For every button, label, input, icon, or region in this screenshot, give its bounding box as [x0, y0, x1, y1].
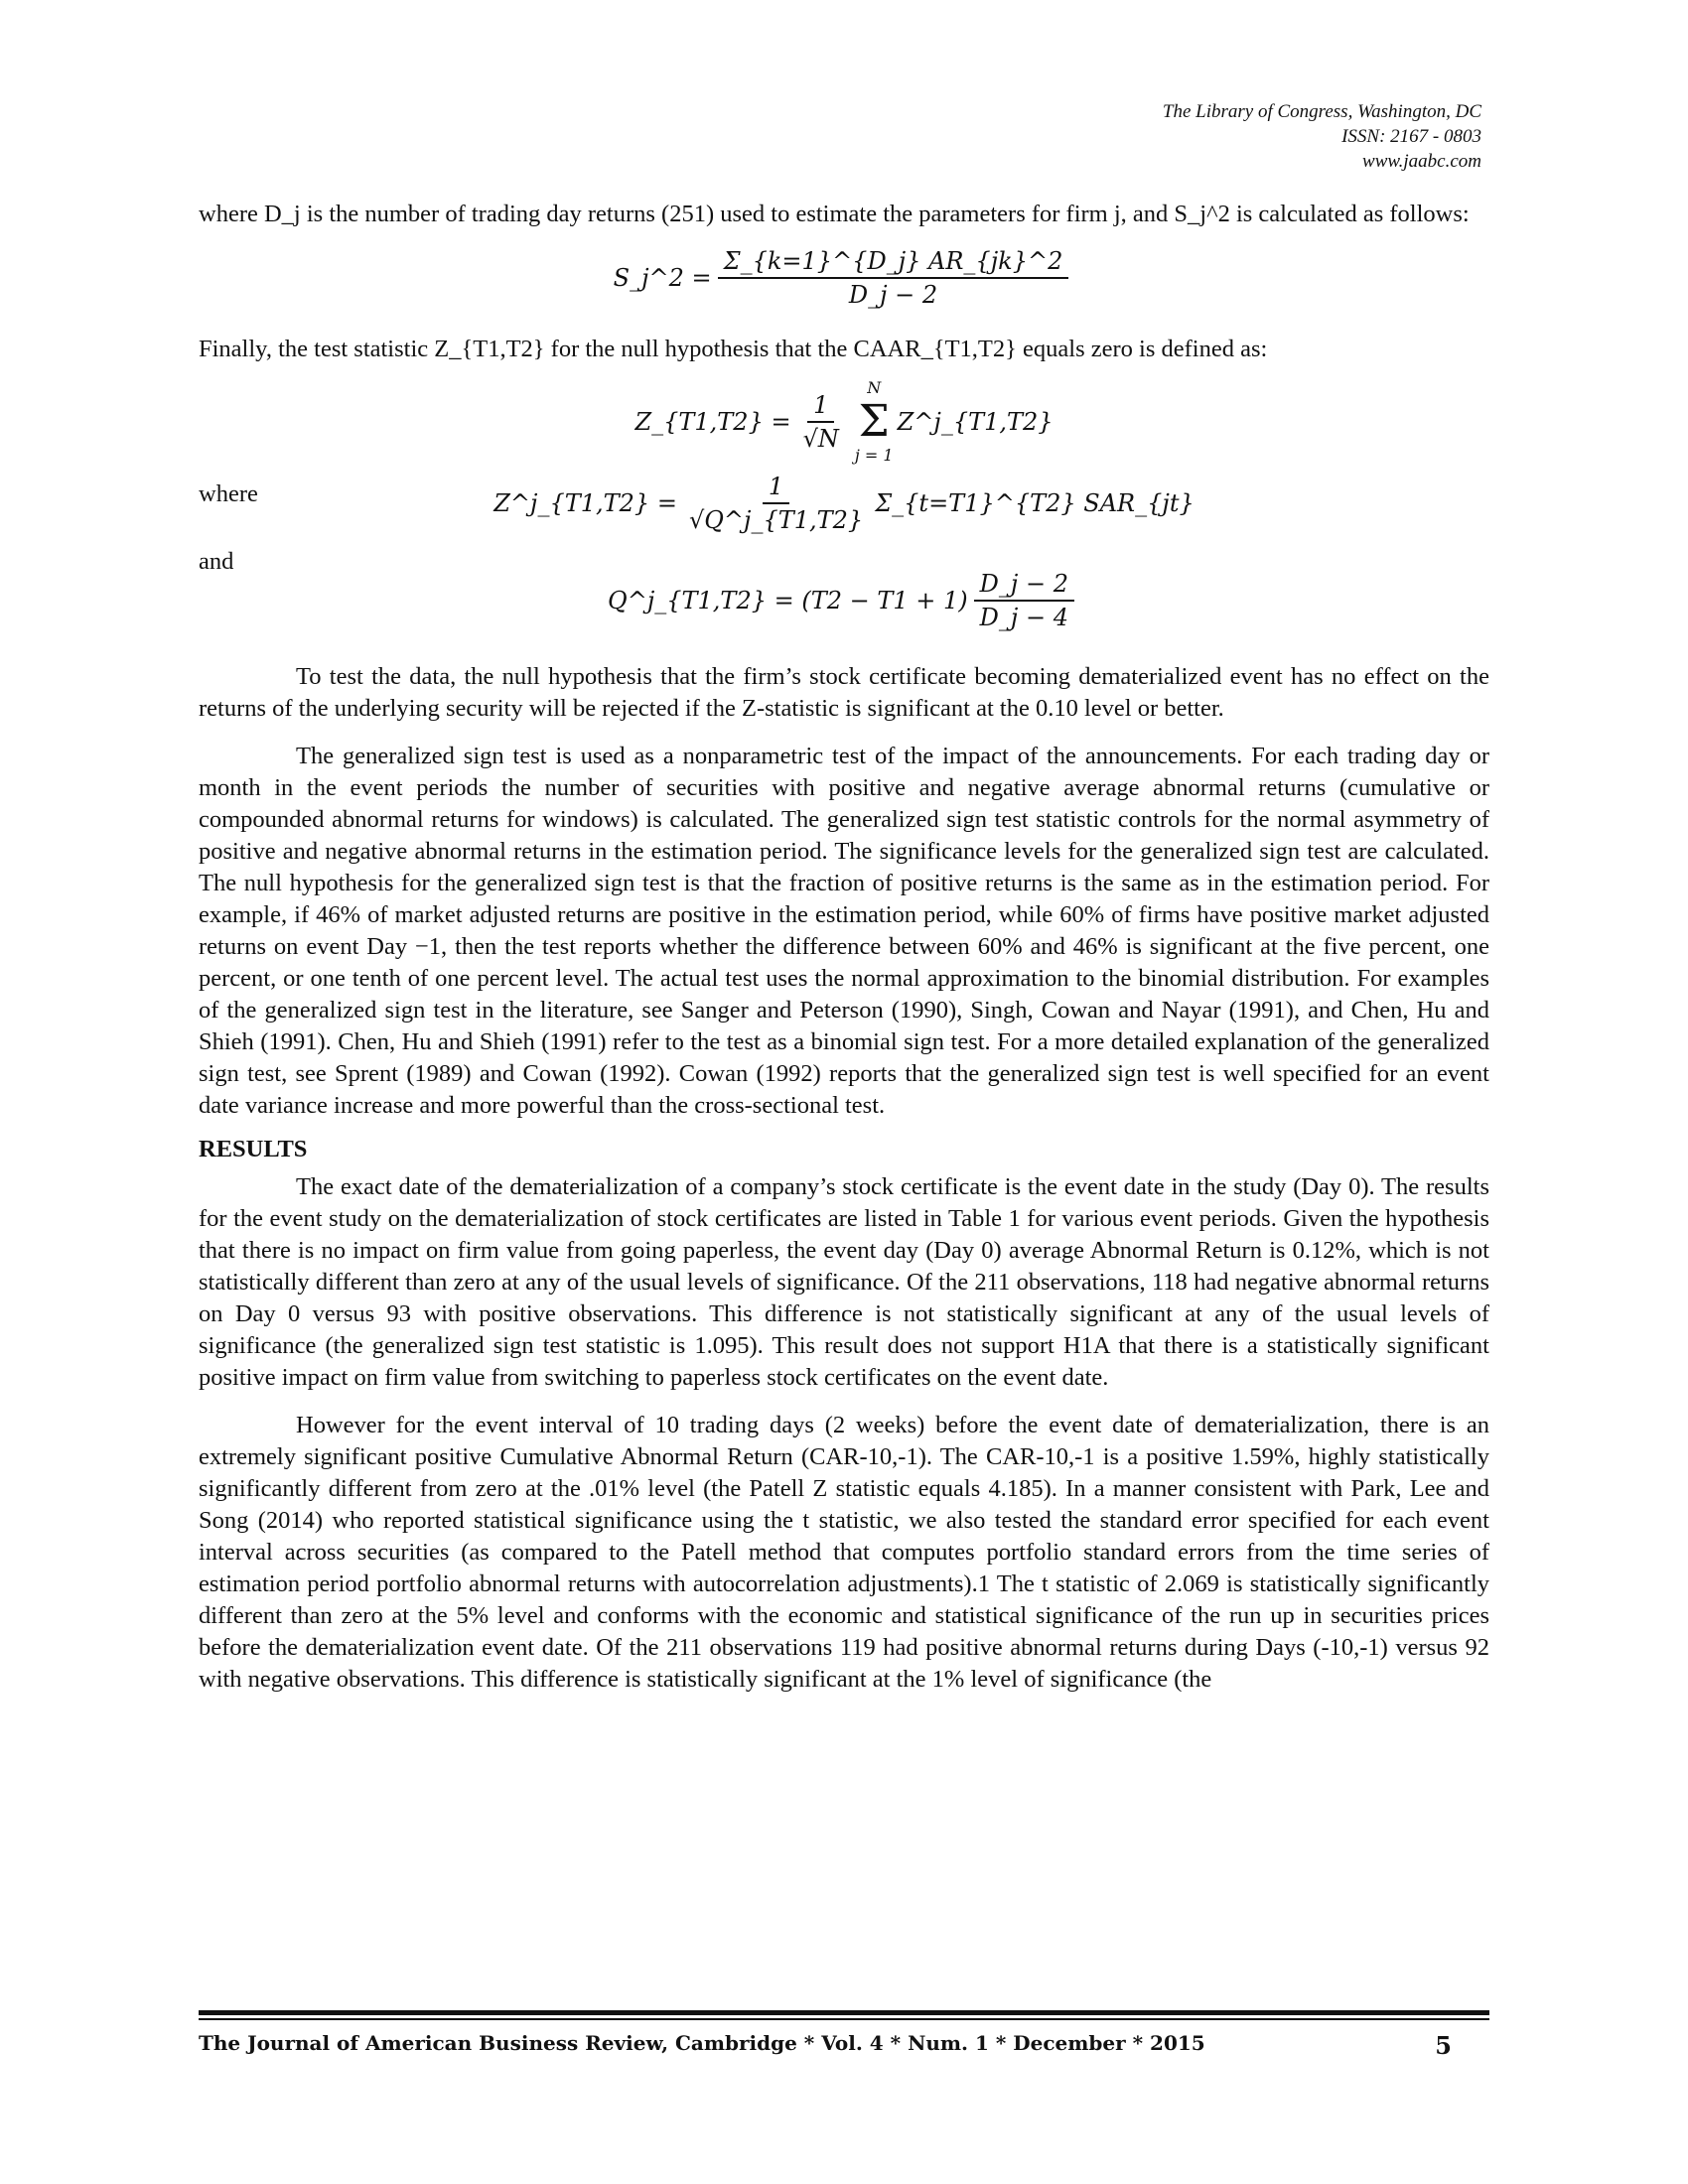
finally-text: Finally, the test statistic Z_{T1,T2} for the null hypothesis that the CAAR_{T1,T2} equals zero is defined as:	[199, 336, 1268, 362]
page-footer	[199, 2031, 1452, 2060]
equation-z-firm	[199, 471, 1489, 536]
journal-header	[1163, 99, 1481, 174]
header-line-2: ISSN: 2167 - 0803	[1341, 126, 1481, 147]
eq3-rhs: Σ_{t=T1}^{T2} SAR_{jt}	[875, 489, 1195, 517]
eq3-frac-numerator: 1	[763, 471, 789, 504]
footer-rule-thin	[199, 2018, 1489, 2020]
eq3-lhs: Z^j_{T1,T2} =	[493, 489, 677, 517]
page-body	[199, 199, 1489, 1696]
footer-rule-thick	[199, 2010, 1489, 2015]
intro-text: where D_j is the number of trading day returns (251) used to estimate the parameters for firm j, and S_j^2 is calculated as follows:	[199, 201, 1470, 227]
equation-z-statistic	[199, 373, 1489, 471]
where-block	[199, 471, 1489, 540]
sum-upper-limit: N	[867, 378, 882, 397]
eq1-lhs: S_j^2 =	[613, 264, 712, 292]
eq2-term: Z^j_{T1,T2}	[897, 408, 1054, 436]
sum-symbol: N Σ j = 1	[855, 376, 894, 468]
eq3-frac-denominator: √Q^j_{T1,T2}	[688, 506, 864, 534]
paragraph-results-day0: The exact date of the dematerialization of a company’s stock certificate is the event date in the study (Day 0). The results for the event study on the dematerialization of stock certificates are listed in Table 1 for various event periods. Given the hypothesis that there is no impact on firm value from going paperless, the event day (Day 0) average Abnormal Return is 0.12%, which is not statistically different than zero at any of the usual levels of significance. Of the 211 observations, 118 had negative abnormal returns on Day 0 versus 93 with positive observations. This difference is not statistically significant at any of the usual levels of significance (the generalized sign test statistic is 1.095). This result does not support H1A that there is a statistically significant positive impact on firm value from switching to paperless stock certificates on the event date.	[199, 1173, 1489, 1391]
eq4-numerator: D_j − 2	[974, 568, 1074, 602]
eq4-lhs: Q^j_{T1,T2} = (T2 − T1 + 1)	[608, 587, 968, 614]
eq2-frac-numerator: 1	[807, 389, 834, 423]
equation-q	[199, 540, 1489, 633]
paragraph-null-hypothesis: To test the data, the null hypothesis that the firm’s stock certificate becoming dematerialized event has no effect on the returns of the underlying security will be rejected if the Z-statistic is significant at the 0.10 level or better.	[199, 663, 1489, 722]
eq2-frac-denominator: √N	[802, 425, 839, 453]
equation-s-squared	[199, 238, 1489, 318]
eq1-numerator: Σ_{k=1}^{D_j} AR_{jk}^2	[718, 245, 1069, 279]
and-label: and	[199, 548, 234, 575]
page-number: 5	[1435, 2031, 1452, 2060]
results-heading: RESULTS	[199, 1136, 308, 1162]
eq2-lhs: Z_{T1,T2} =	[634, 408, 791, 436]
footer-journal: The Journal of American Business Review, Cambridge * Vol. 4 * Num. 1 * December * 2015	[199, 2031, 1205, 2055]
paragraph-results-car: However for the event interval of 10 trading days (2 weeks) before the event date of dematerialization, there is an extremely significant positive Cumulative Abnormal Return (CAR-10,-1). The CAR-10,-1 is a positive 1.59%, highly statistically significantly different from zero at the .01% level (the Patell Z statistic equals 4.185). In a manner consistent with Park, Lee and Song (2014) who reported statistical significance using the t statistic, we also tested the standard error specified for each event interval across securities (as compared to the Patell method that computes portfolio standard errors from the time series of estimation period portfolio abnormal returns with autocorrelation adjustments).1 The t statistic of 2.069 is statistically significantly different than zero at the 5% level and conforms with the economic and statistical significance of the run up in securities prices before the dematerialization event date. Of the 211 observations 119 had positive abnormal returns during Days (-10,-1) versus 92 with negative observations. This difference is statistically significant at the 1% level of significance (the	[199, 1412, 1489, 1693]
and-block	[199, 540, 1489, 649]
paragraph-sign-test: The generalized sign test is used as a nonparametric test of the impact of the announcements. For each trading day or month in the event periods the number of securities with positive and negative average abnormal returns (cumulative or compounded abnormal returns for windows) is calculated. The generalized sign test statistic controls for the normal asymmetry of positive and negative abnormal returns in the estimation period. The significance levels for the generalized sign test are calculated. The null hypothesis for the generalized sign test is that the fraction of positive returns is the same as in the estimation period. For example, if 46% of market adjusted returns are positive in the estimation period, while 60% of firms have positive market adjusted returns on event Day −1, then the test reports whether the difference between 60% and 46% is significant at the five percent, one percent, or one tenth of one percent level. The actual test uses the normal approximation to the binomial distribution. For examples of the generalized sign test in the literature, see Sanger and Peterson (1990), Singh, Cowan and Nayar (1991), and Chen, Hu and Shieh (1991). Chen, Hu and Shieh (1991) refer to the test as a binomial sign test. For a more detailed explanation of the generalized sign test, see Sprent (1989) and Cowan (1992). Cowan (1992) reports that the generalized sign test is well specified for an event date variance increase and more powerful than the cross-sectional test.	[199, 743, 1489, 1119]
where-label: where	[199, 480, 258, 507]
eq4-denominator: D_j − 4	[979, 604, 1068, 631]
eq1-denominator: D_j − 2	[848, 281, 938, 309]
header-line-3: www.jaabc.com	[1362, 151, 1481, 172]
sum-lower-limit: j = 1	[854, 446, 894, 465]
header-line-1: The Library of Congress, Washington, DC	[1162, 101, 1481, 122]
